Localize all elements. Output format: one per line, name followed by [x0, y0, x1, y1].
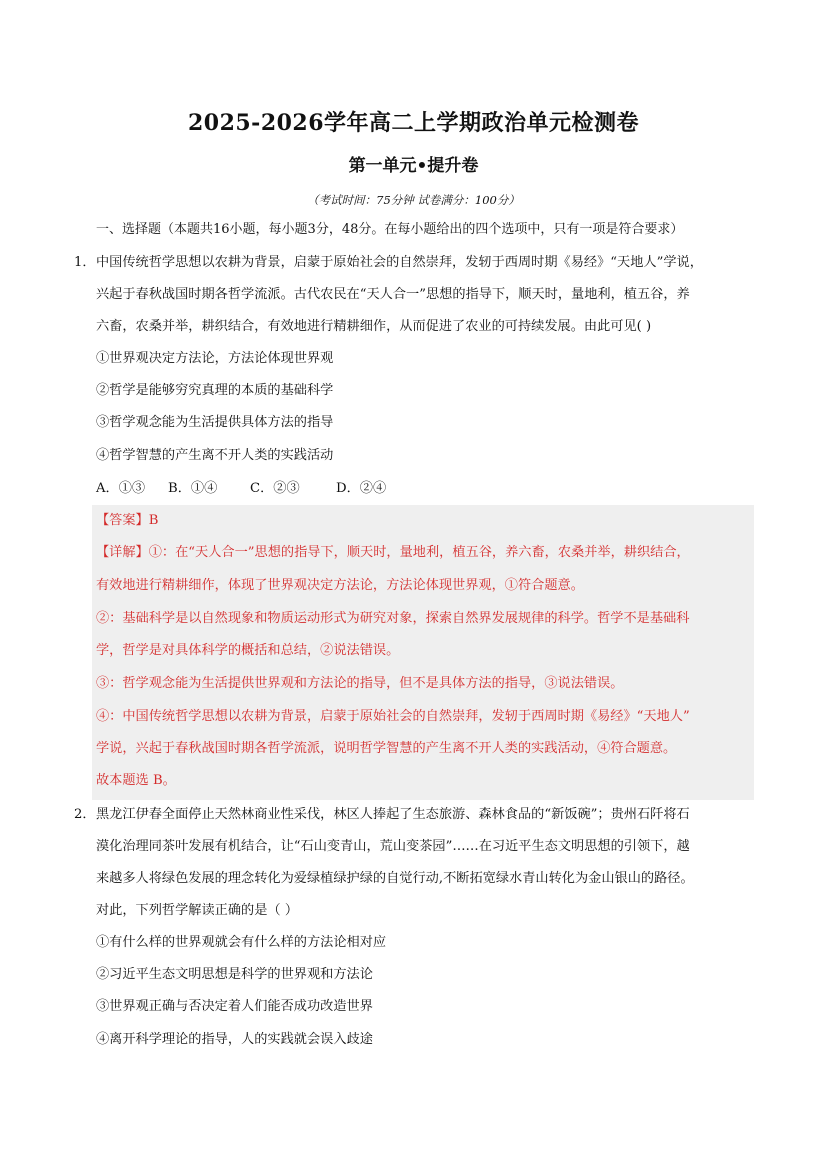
detail-text: ①：在“天人合一”思想的指导下，顺天时，量地利，植五谷，养六畜，农桑并举，耕织结合，	[148, 545, 690, 560]
option-b: B．①④	[168, 481, 218, 496]
detail-line: 故本题选 B。	[96, 773, 176, 788]
section-heading: 一、选择题（本题共16小题，每小题3分，48分。在每小题给出的四个选项中，只有一项是符合要求）	[96, 222, 684, 237]
answer-label: 【答案】	[96, 513, 149, 528]
option-c: C．②③	[250, 481, 300, 496]
question-stem-line: 对此，下列哲学解读正确的是（ ）	[96, 903, 299, 918]
detail-line: 学，哲学是对具体科学的概括和总结，②说法错误。	[96, 643, 400, 658]
question-number: 2．	[74, 807, 96, 822]
answer-value: B	[148, 513, 159, 528]
question-stem-line: 漠化治理同茶叶发展有机结合，让“石山变青山，荒山变茶园”……在习近平生态文明思想的引领下，越	[96, 839, 690, 854]
question-stem-line: 来越多人将绿色发展的理念转化为爱绿植绿护绿的自觉行动,不断拓宽绿水青山转化为金山银山的路径。	[96, 871, 694, 886]
detail-line: ③：哲学观念能为生活提供世界观和方法论的指导，但不是具体方法的指导，③说法错误。	[96, 676, 624, 691]
detail-line: 有效地进行精耕细作，体现了世界观决定方法论，方法论体现世界观，①符合题意。	[96, 578, 584, 593]
statement: ③哲学观念能为生活提供具体方法的指导	[96, 415, 334, 430]
option-a: A．①③	[96, 481, 146, 496]
statement: ④哲学智慧的产生离不开人类的实践活动	[96, 448, 334, 463]
detail-line	[96, 543, 690, 563]
statement: ①有什么样的世界观就会有什么样的方法论相对应	[96, 935, 387, 950]
question-stem-line: 中国传统哲学思想以农耕为背景，启蒙于原始社会的自然崇拜，发轫于西周时期《易经》“天地人”学说，	[96, 255, 703, 270]
answer-line	[96, 511, 158, 531]
question-stem-line: 兴起于春秋战国时期各哲学流派。古代农民在“天人合一”思想的指导下，顺天时，量地利，植五谷，养	[96, 287, 690, 302]
option-d: D．②④	[336, 481, 387, 496]
question-stem-line: 黑龙江伊春全面停止天然林商业性采伐，林区人捧起了生态旅游、森林食品的“新饭碗”；贵州石阡将石	[96, 807, 690, 822]
statement: ②哲学是能够穷究真理的本质的基础科学	[96, 383, 334, 398]
question-stem-line: 六畜，农桑并举，耕织结合，有效地进行精耕细作，从而促进了农业的可持续发展。由此可见( )	[96, 319, 652, 334]
question-number: 1．	[74, 255, 96, 270]
exam-subtitle: 第一单元•提升卷	[348, 156, 479, 176]
statement: ②习近平生态文明思想是科学的世界观和方法论	[96, 967, 373, 982]
detail-label: 【详解】	[96, 545, 149, 560]
statement: ①世界观决定方法论，方法论体现世界观	[96, 351, 334, 366]
detail-line: ②：基础科学是以自然现象和物质运动形式为研究对象，探索自然界发展规律的科学。哲学不是基础科	[96, 611, 690, 626]
statement: ④离开科学理论的指导，人的实践就会误入歧途	[96, 1032, 373, 1047]
exam-title: 2025-2026学年高二上学期政治单元检测卷	[187, 110, 640, 136]
detail-line: ④：中国传统哲学思想以农耕为背景，启蒙于原始社会的自然崇拜，发轫于西周时期《易经》“天地人”	[96, 709, 690, 724]
detail-line: 学说，兴起于春秋战国时期各哲学流派，说明哲学智慧的产生离不开人类的实践活动，④符合题意。	[96, 741, 677, 756]
statement: ③世界观正确与否决定着人们能否成功改造世界	[96, 999, 373, 1014]
options-row	[96, 479, 386, 499]
exam-meta: （考试时间：75分钟 试卷满分：100分）	[307, 193, 520, 207]
